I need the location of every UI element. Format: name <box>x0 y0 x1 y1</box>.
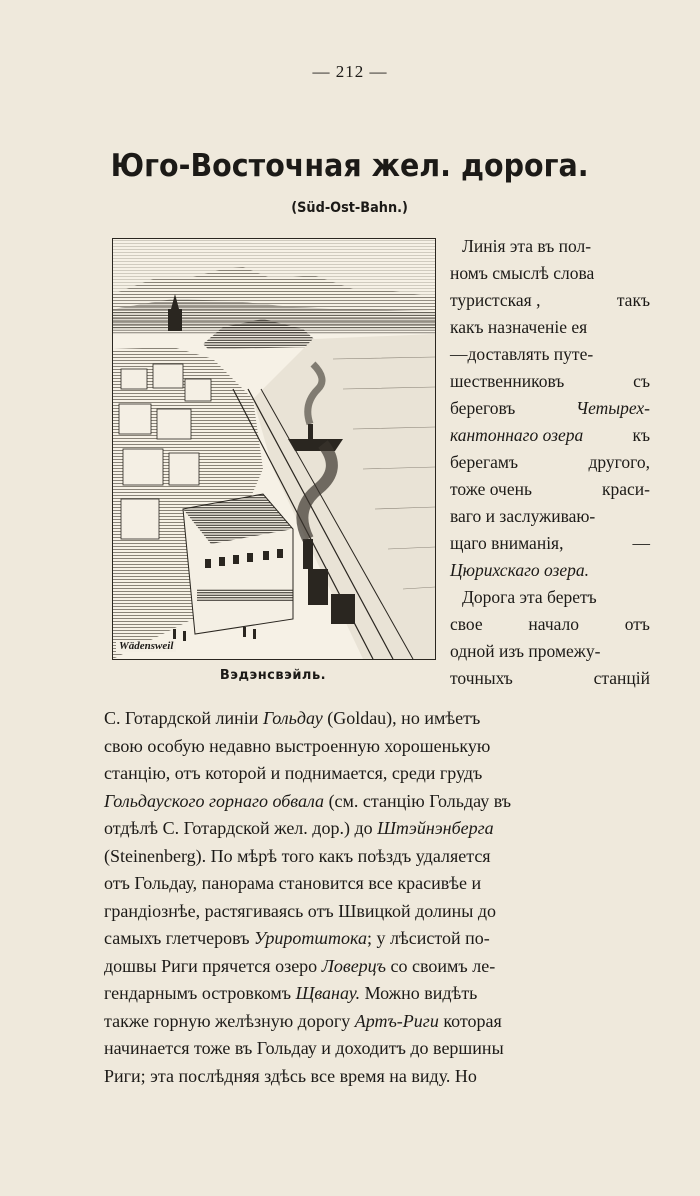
text-segment: Гольдау <box>262 708 323 728</box>
text-segment: также горную желѣзную дорогу <box>104 1010 355 1031</box>
text-segment: туристская , <box>450 290 541 310</box>
text-segment: гендарнымъ островкомъ <box>104 983 296 1003</box>
text-segment: самыхъ глетчеровъ <box>104 928 255 948</box>
text-segment: (Steinenberg). По мѣрѣ того какъ поѣздъ удаляется <box>104 845 491 866</box>
text-line <box>450 611 650 638</box>
text-segment: точныхъ <box>450 668 513 688</box>
text-line <box>104 788 650 816</box>
text-segment: тоже очень <box>450 479 532 499</box>
text-segment: (см. станцію Гольдау въ <box>324 790 512 811</box>
text-segment: берегамъ <box>450 452 519 472</box>
text-segment: свое <box>450 614 483 634</box>
text-line <box>104 1008 650 1036</box>
text-line <box>450 233 650 260</box>
text-segment: къ <box>632 425 650 445</box>
text-line <box>450 341 650 368</box>
text-line <box>450 557 650 584</box>
text-segment: Линія эта въ пол- <box>462 236 592 256</box>
text-line <box>104 925 650 953</box>
engraving-illustration <box>112 238 436 660</box>
text-line <box>104 953 650 981</box>
text-segment: Цюрихскаго озера. <box>450 560 590 580</box>
text-segment: — <box>632 533 650 553</box>
text-segment: отъ Гольдау, панорама становится все красивѣе и <box>104 873 482 893</box>
text-line <box>450 503 650 530</box>
text-segment: Уриротштока <box>254 928 367 948</box>
text-line <box>450 314 650 341</box>
text-line <box>450 395 650 422</box>
text-segment: начинается тоже въ Гольдау и доходитъ до вершины <box>104 1038 504 1058</box>
text-segment: щаго вниманія, <box>450 533 564 553</box>
text-line <box>450 422 650 449</box>
text-line <box>104 1035 650 1063</box>
text-segment: С. Готардской линіи <box>104 708 263 728</box>
text-segment: Гольдауского горнаго обвала <box>104 790 325 811</box>
text-segment: —доставлять путе- <box>450 344 594 364</box>
text-segment: ваго и заслуживаю- <box>450 506 596 526</box>
text-segment: шественниковъ <box>450 371 565 391</box>
side-text-column <box>450 233 650 692</box>
text-segment: Щванау. <box>295 983 361 1003</box>
text-segment: станцію, отъ которой и поднимается, среди грудъ <box>104 763 483 783</box>
text-line <box>104 980 650 1008</box>
figure-caption: Вэдэнсвэйль. <box>219 668 327 683</box>
text-line <box>104 733 650 761</box>
text-segment: дошвы Риги прячется озеро <box>104 955 322 976</box>
page-number: — 212 — <box>312 62 388 81</box>
text-segment: такъ <box>616 290 650 310</box>
text-segment: которая <box>438 1010 502 1031</box>
text-segment: Ловерцъ <box>321 955 387 976</box>
text-segment: ; у лѣсистой по- <box>366 928 490 948</box>
text-segment: другого, <box>588 452 650 472</box>
text-segment: грандіознѣе, растягиваясь отъ Швицкой долины до <box>104 900 497 921</box>
text-line <box>450 530 650 557</box>
text-segment: Штэйнэнберга <box>377 818 494 838</box>
text-segment: одной изъ промежу- <box>450 641 601 661</box>
text-segment: отъ <box>624 614 650 634</box>
text-line <box>450 665 650 692</box>
text-line <box>104 1063 650 1091</box>
text-line <box>104 760 650 788</box>
text-segment: Риги; эта послѣдняя здѣсь все время на виду. Но <box>104 1065 477 1086</box>
text-line <box>450 287 650 314</box>
text-segment: съ <box>633 371 650 391</box>
text-line <box>450 476 650 503</box>
text-line <box>450 584 650 611</box>
text-segment: Дорога эта беретъ <box>462 587 597 607</box>
text-segment: номъ смыслѣ слова <box>450 263 595 283</box>
text-segment: свою особую недавно выстроенную хорошенькую <box>104 735 491 756</box>
text-line <box>104 843 650 871</box>
text-line <box>450 260 650 287</box>
text-line <box>104 815 650 843</box>
text-segment: какъ назначеніе ея <box>450 317 588 337</box>
text-segment: (Goldau), но имѣетъ <box>322 708 481 728</box>
illustration-inscription: Wädensweil <box>116 640 176 652</box>
text-segment: кантоннаго озера <box>450 425 584 445</box>
text-line <box>450 368 650 395</box>
text-segment: Артъ-Риги <box>354 1010 439 1031</box>
page-title: Юго-Восточная жел. дорога. <box>110 148 589 184</box>
text-segment: Можно видѣть <box>360 983 478 1003</box>
text-line <box>104 870 650 898</box>
text-segment: станцій <box>593 668 650 688</box>
full-width-text <box>104 705 650 1090</box>
text-segment: береговъ <box>450 398 516 418</box>
text-line <box>450 638 650 665</box>
text-line <box>104 705 650 733</box>
text-segment: начало <box>528 614 580 634</box>
text-segment: отдѣлѣ С. Готардской жел. дор.) до <box>104 818 378 838</box>
page-subtitle: (Süd-Ost-Bahn.) <box>291 200 408 216</box>
text-segment: Четырех- <box>576 398 650 418</box>
text-line <box>104 898 650 926</box>
text-line <box>450 449 650 476</box>
text-segment: краси- <box>602 479 650 499</box>
text-segment: со своимъ ле- <box>386 955 496 976</box>
